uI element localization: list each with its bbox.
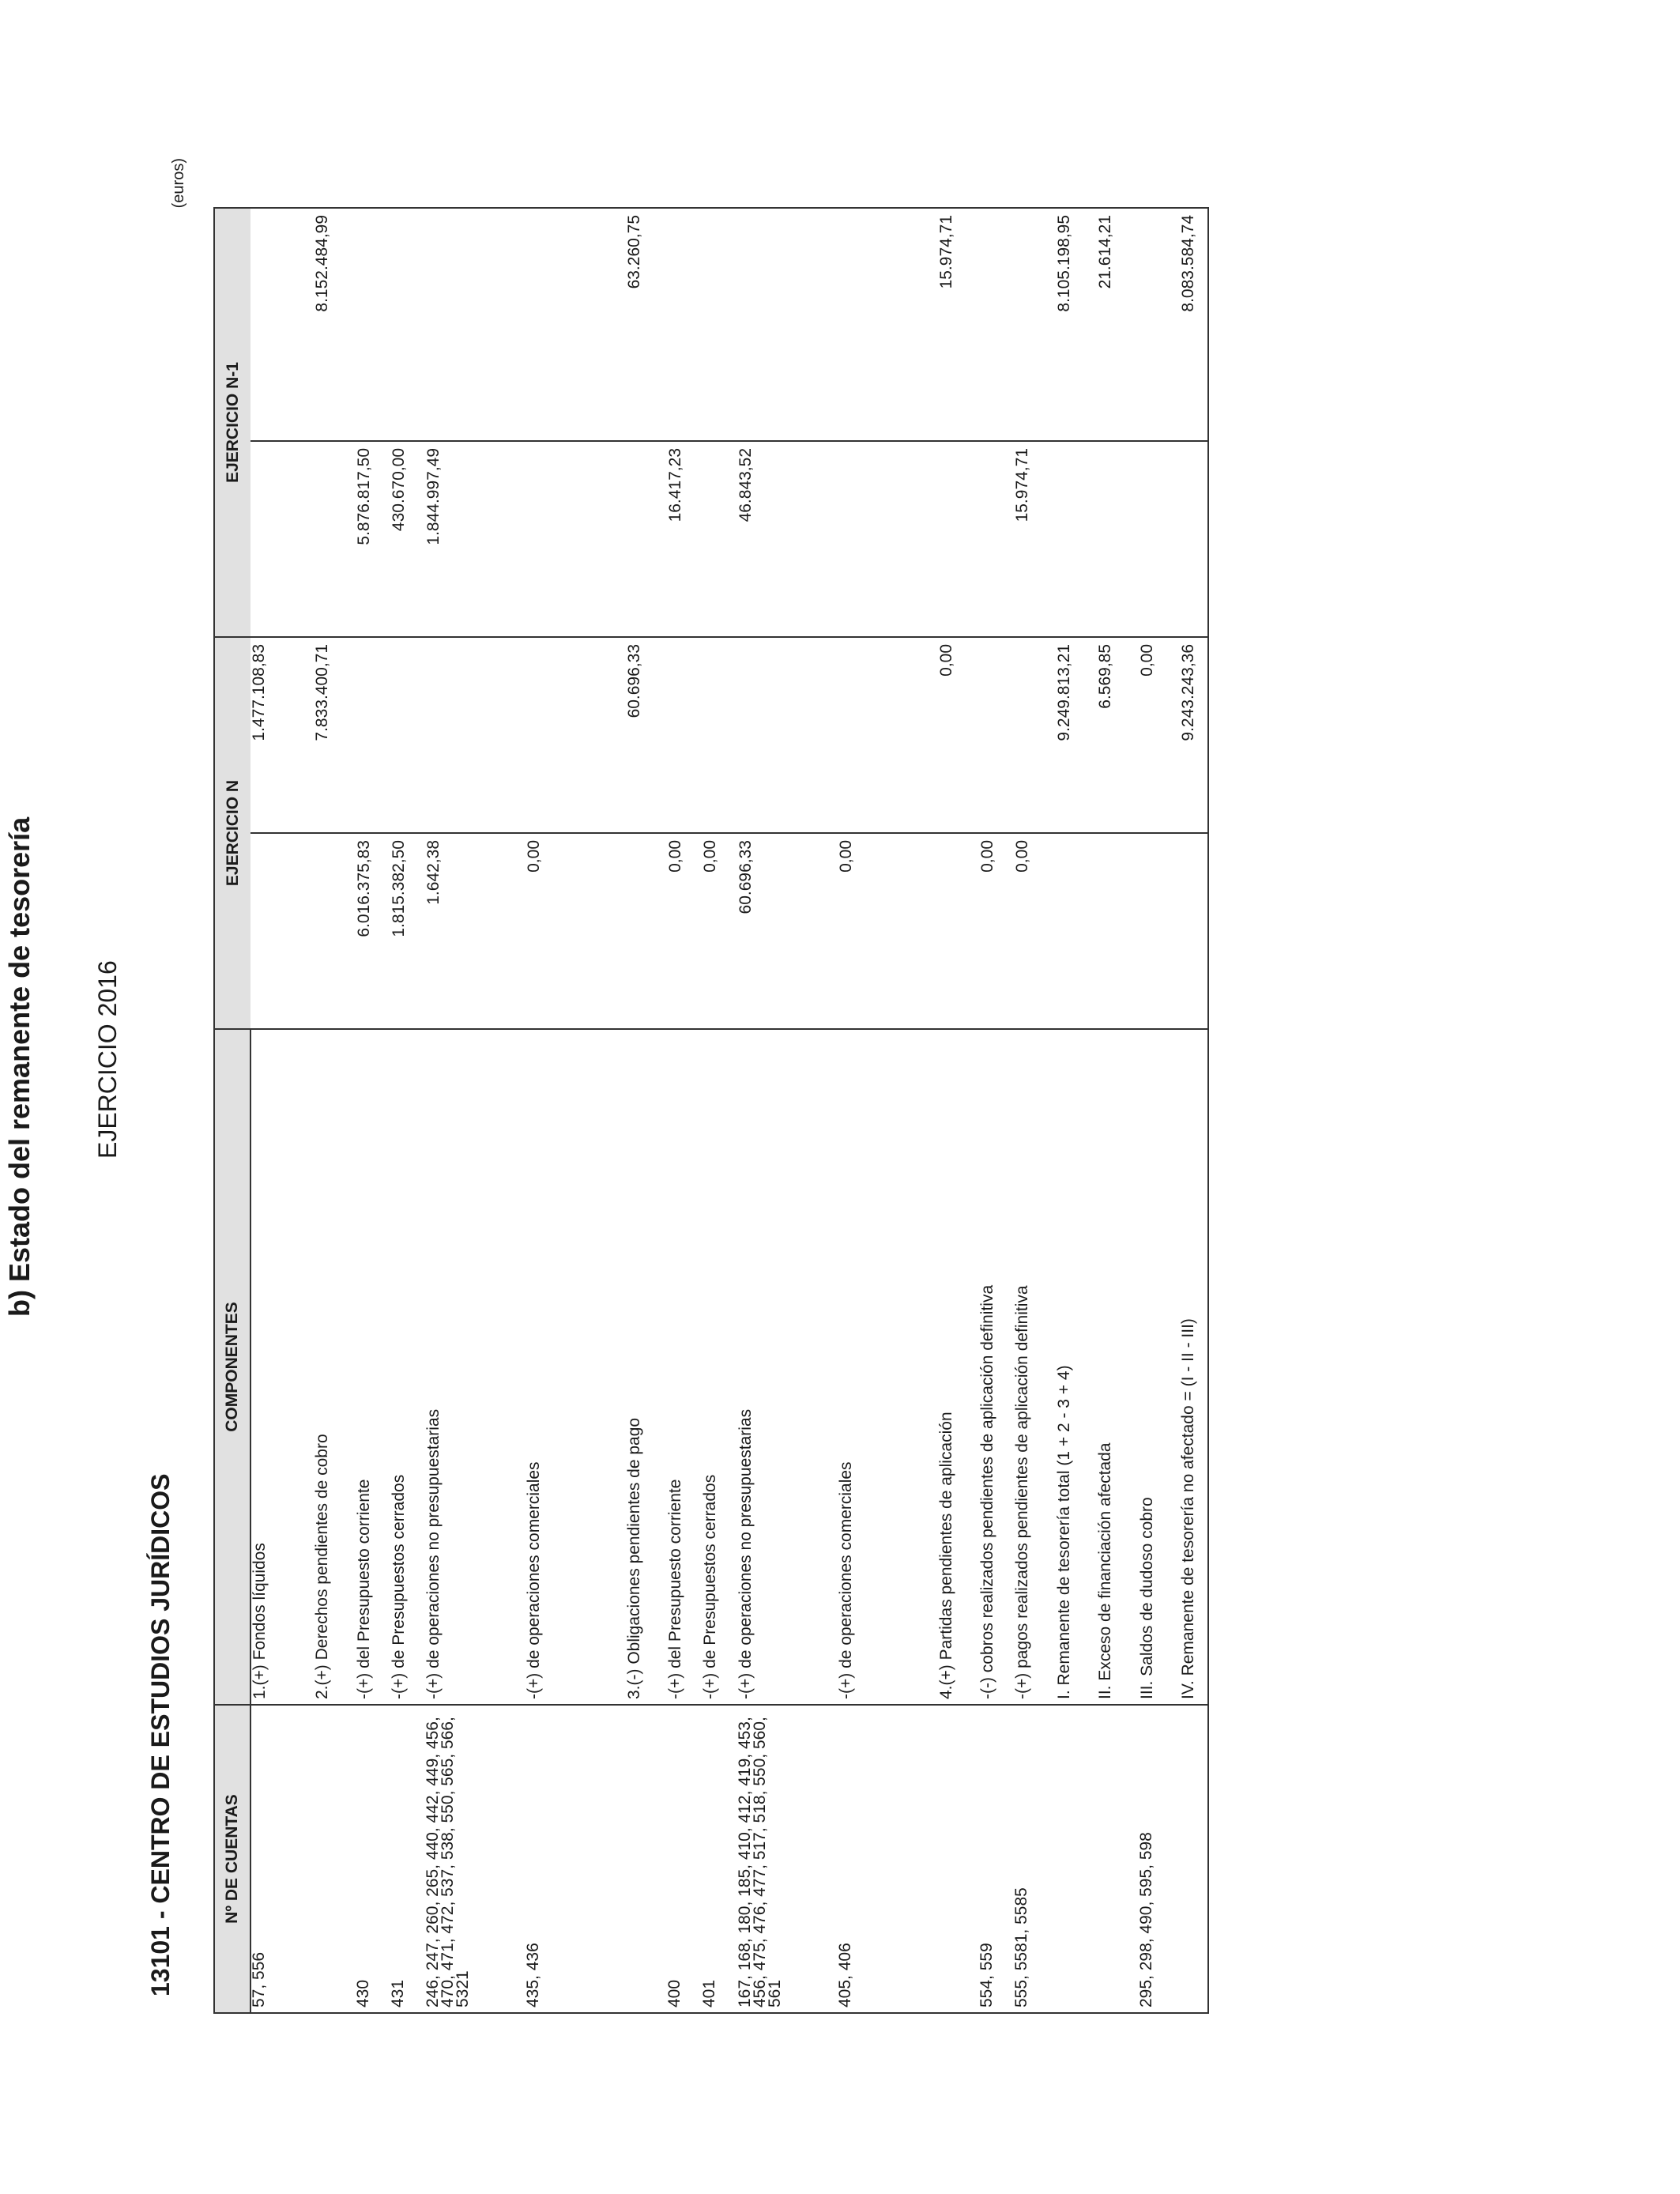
previous-total-cell: 21.614,21 — [1097, 208, 1138, 441]
current-total-cell — [702, 637, 736, 833]
accounts-cell: 430 — [356, 1705, 390, 2013]
header-previous-year: EJERCICIO N-1 — [214, 208, 250, 637]
current-total-cell — [425, 637, 525, 833]
accounts-cell — [1180, 1705, 1208, 2013]
accounts-cell — [1097, 1705, 1138, 2013]
current-detail-cell: 0,00 — [979, 833, 1014, 1029]
accounts-cell: 435, 436 — [525, 1705, 626, 2013]
table-row — [1056, 208, 1097, 2013]
table-row — [525, 208, 626, 2013]
table-row — [938, 208, 979, 2013]
previous-detail-cell — [702, 441, 736, 637]
previous-total-cell: 8.083.584,74 — [1180, 208, 1208, 441]
current-detail-cell — [1097, 833, 1138, 1029]
previous-detail-cell: 430.670,00 — [390, 441, 425, 637]
previous-detail-cell — [1097, 441, 1138, 637]
header-row — [214, 208, 250, 2013]
current-total-cell — [979, 637, 1014, 833]
current-detail-cell — [1180, 833, 1208, 1029]
previous-total-cell — [525, 208, 626, 441]
component-cell: II. Exceso de financiación afectada — [1097, 1029, 1138, 1705]
table-row — [356, 208, 390, 2013]
table-row — [390, 208, 425, 2013]
current-total-cell: 0,00 — [938, 637, 979, 833]
previous-detail-cell — [1180, 441, 1208, 637]
accounts-cell — [314, 1705, 355, 2013]
current-detail-cell: 6.016.375,83 — [356, 833, 390, 1029]
component-cell: IV. Remanente de tesorería no afectado = (I - II - III) — [1180, 1029, 1208, 1705]
current-detail-cell — [250, 833, 314, 1029]
previous-detail-cell: 1.844.997,49 — [425, 441, 525, 637]
previous-total-cell — [250, 208, 314, 441]
previous-total-cell — [356, 208, 390, 441]
current-total-cell: 7.833.400,71 — [314, 637, 355, 833]
table-row — [1139, 208, 1180, 2013]
previous-detail-cell — [626, 441, 667, 637]
current-detail-cell — [1056, 833, 1097, 1029]
accounts-cell: 295, 298, 490, 595, 598 — [1139, 1705, 1180, 2013]
table-row — [1014, 208, 1055, 2013]
previous-detail-cell — [1139, 441, 1180, 637]
previous-detail-cell: 46.843,52 — [737, 441, 838, 637]
previous-detail-cell — [838, 441, 938, 637]
component-cell: III. Saldos de dudoso cobro — [1139, 1029, 1180, 1705]
current-detail-cell: 0,00 — [838, 833, 938, 1029]
current-total-cell — [737, 637, 838, 833]
accounts-cell — [626, 1705, 667, 2013]
current-detail-cell — [626, 833, 667, 1029]
component-cell: I. Remanente de tesorería total (1 + 2 - 3 + 4) — [1056, 1029, 1097, 1705]
previous-total-cell: 8.105.198,95 — [1056, 208, 1097, 441]
current-detail-cell: 1.815.382,50 — [390, 833, 425, 1029]
current-total-cell: 6.569,85 — [1097, 637, 1138, 833]
component-cell: -(+) de operaciones no presupuestarias — [425, 1029, 525, 1705]
previous-detail-cell — [1056, 441, 1097, 637]
table-row — [1097, 208, 1138, 2013]
previous-total-cell — [1014, 208, 1055, 441]
header-components: COMPONENTES — [214, 1029, 250, 1705]
current-detail-cell: 0,00 — [525, 833, 626, 1029]
previous-total-cell — [1139, 208, 1180, 441]
current-total-cell — [838, 637, 938, 833]
component-cell: -(+) de operaciones comerciales — [838, 1029, 938, 1705]
current-detail-cell: 0,00 — [702, 833, 736, 1029]
header-accounts: Nº DE CUENTAS — [214, 1705, 250, 2013]
component-cell: -(+) del Presupuesto corriente — [356, 1029, 390, 1705]
table-body — [250, 208, 1208, 2013]
accounts-cell — [1056, 1705, 1097, 2013]
component-cell: 3.(-) Obligaciones pendientes de pago — [626, 1029, 667, 1705]
table-row — [979, 208, 1014, 2013]
current-detail-cell: 1.642,38 — [425, 833, 525, 1029]
component-cell: -(+) de Presupuestos cerrados — [390, 1029, 425, 1705]
accounts-cell: 400 — [667, 1705, 702, 2013]
previous-detail-cell — [525, 441, 626, 637]
component-cell: -(+) de operaciones no presupuestarias — [737, 1029, 838, 1705]
previous-total-cell — [667, 208, 702, 441]
fiscal-year: EJERCICIO 2016 — [93, 960, 122, 1159]
component-cell: -(+) del Presupuesto corriente — [667, 1029, 702, 1705]
current-total-cell: 1.477.108,83 — [250, 637, 314, 833]
current-total-cell — [667, 637, 702, 833]
previous-detail-cell: 5.876.817,50 — [356, 441, 390, 637]
current-detail-cell: 60.696,33 — [737, 833, 838, 1029]
component-cell: 4.(+) Partidas pendientes de aplicación — [938, 1029, 979, 1705]
previous-total-cell — [425, 208, 525, 441]
previous-total-cell — [702, 208, 736, 441]
accounts-cell: 57, 556 — [250, 1705, 314, 2013]
previous-total-cell — [390, 208, 425, 441]
component-cell: 2.(+) Derechos pendientes de cobro — [314, 1029, 355, 1705]
currency-units: (euros) — [170, 158, 187, 209]
previous-detail-cell: 15.974,71 — [1014, 441, 1055, 637]
entity-name: 13101 - CENTRO DE ESTUDIOS JURÍDICOS — [146, 1473, 175, 1996]
previous-detail-cell — [314, 441, 355, 637]
accounts-cell: 167, 168, 180, 185, 410, 412, 419, 453, 456, 475, 476, 477, 517, 518, 550, 560, 561 — [737, 1705, 838, 2013]
current-detail-cell — [1139, 833, 1180, 1029]
previous-total-cell — [979, 208, 1014, 441]
table-row — [314, 208, 355, 2013]
component-cell: 1.(+) Fondos líquidos — [250, 1029, 314, 1705]
accounts-cell: 246, 247, 260, 265, 440, 442, 449, 456, 470, 471, 472, 537, 538, 550, 565, 566, 5321 — [425, 1705, 525, 2013]
accounts-cell — [938, 1705, 979, 2013]
current-total-cell — [1014, 637, 1055, 833]
current-total-cell — [525, 637, 626, 833]
current-total-cell — [390, 637, 425, 833]
accounts-cell: 431 — [390, 1705, 425, 2013]
table-row — [425, 208, 525, 2013]
table-row — [737, 208, 838, 2013]
accounts-cell: 554, 559 — [979, 1705, 1014, 2013]
component-cell: -(+) de Presupuestos cerrados — [702, 1029, 736, 1705]
document-title: b) Estado del remanente de tesorería — [3, 816, 36, 1317]
table-row — [250, 208, 314, 2013]
previous-detail-cell — [979, 441, 1014, 637]
current-detail-cell — [938, 833, 979, 1029]
table-row — [1180, 208, 1208, 2013]
treasury-table — [213, 207, 1209, 2014]
accounts-cell: 555, 5581, 5585 — [1014, 1705, 1055, 2013]
table-row — [626, 208, 667, 2013]
current-total-cell: 9.249.813,21 — [1056, 637, 1097, 833]
current-detail-cell: 0,00 — [667, 833, 702, 1029]
accounts-cell: 405, 406 — [838, 1705, 938, 2013]
previous-total-cell — [838, 208, 938, 441]
current-total-cell: 0,00 — [1139, 637, 1180, 833]
component-cell: -(+) de operaciones comerciales — [525, 1029, 626, 1705]
current-total-cell — [356, 637, 390, 833]
accounts-cell: 401 — [702, 1705, 736, 2013]
component-cell: -(-) cobros realizados pendientes de aplicación definitiva — [979, 1029, 1014, 1705]
previous-total-cell — [737, 208, 838, 441]
table-row — [667, 208, 702, 2013]
header-current-year: EJERCICIO N — [214, 637, 250, 1029]
previous-total-cell: 15.974,71 — [938, 208, 979, 441]
table-row — [838, 208, 938, 2013]
current-detail-cell: 0,00 — [1014, 833, 1055, 1029]
current-total-cell: 9.243.243,36 — [1180, 637, 1208, 833]
component-cell: -(+) pagos realizados pendientes de aplicación definitiva — [1014, 1029, 1055, 1705]
table-row — [702, 208, 736, 2013]
previous-total-cell: 63.260,75 — [626, 208, 667, 441]
previous-total-cell: 8.152.484,99 — [314, 208, 355, 441]
previous-detail-cell: 16.417,23 — [667, 441, 702, 637]
previous-detail-cell — [938, 441, 979, 637]
current-detail-cell — [314, 833, 355, 1029]
previous-detail-cell — [250, 441, 314, 637]
current-total-cell: 60.696,33 — [626, 637, 667, 833]
